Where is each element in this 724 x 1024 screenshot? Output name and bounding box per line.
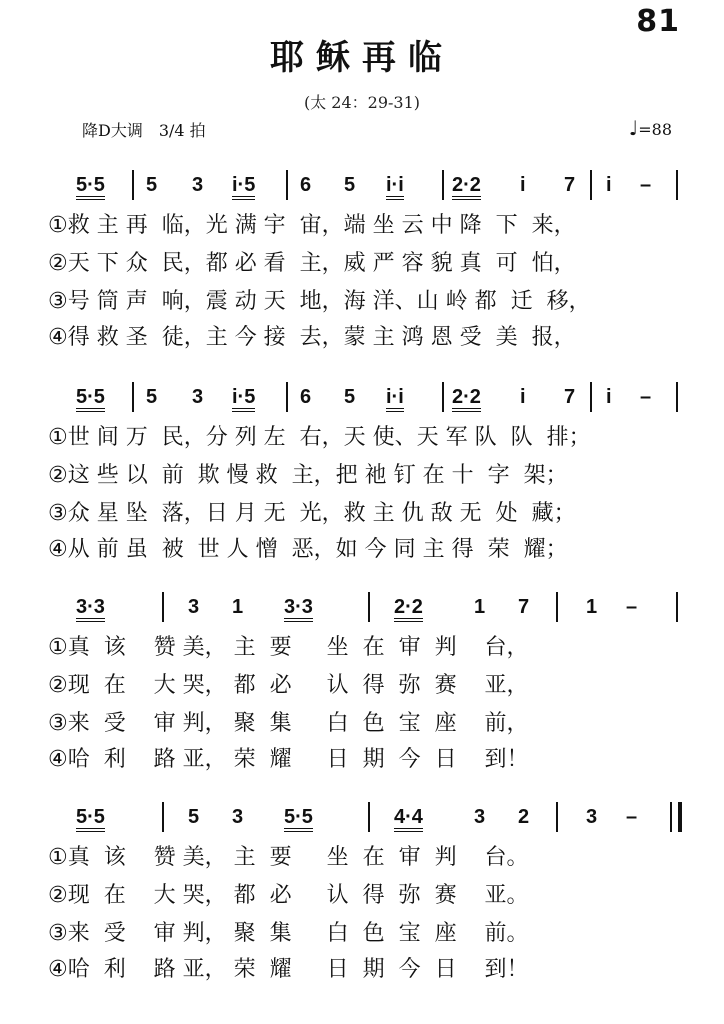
note: i·i [386, 174, 404, 200]
lyric-verse-3: ③号 筒 声 响，震 动 天 地，海 洋、山 岭 都 迁 移， [48, 289, 591, 314]
tempo-value: =88 [638, 120, 672, 139]
lyric-verse-4: ④哈 利 路 亚， 荣 耀 日 期 今 日 到！ [48, 747, 529, 772]
note: 5 [344, 386, 356, 408]
hymn-title: 耶稣再临 [270, 38, 454, 78]
notation-line [0, 168, 724, 208]
barline [442, 382, 444, 412]
note: 1 [586, 596, 598, 618]
note: 5 [188, 806, 200, 828]
lyric-verse-1: ①救 主 再 临，光 满 宇 宙，端 坐 云 中 降 下 来， [48, 213, 576, 238]
note: – [640, 386, 652, 408]
barline [162, 592, 164, 622]
note: i [606, 174, 612, 196]
barline [676, 170, 678, 200]
barline [556, 802, 558, 832]
note: i·5 [232, 386, 255, 412]
note: 3·3 [76, 596, 105, 622]
barline [368, 592, 370, 622]
note: 5 [146, 386, 158, 408]
note: 2·2 [394, 596, 423, 622]
tempo-marking [629, 116, 672, 140]
note: 7 [564, 386, 576, 408]
barline [442, 170, 444, 200]
note: 5·5 [76, 174, 105, 200]
lyric-verse-2: ②现 在 大 哭， 都 必 认 得 弥 赛 亚， [48, 673, 529, 698]
scripture-reference: (太 24：29-31) [303, 93, 421, 112]
lyric-verse-1: ①真 该 赞 美， 主 要 坐 在 审 判 台。 [48, 845, 529, 870]
note: 2·2 [452, 386, 481, 412]
note: – [626, 596, 638, 618]
music-system-4 [0, 800, 724, 982]
barline [286, 170, 288, 200]
music-system-2 [0, 380, 724, 562]
barline [590, 382, 592, 412]
lyric-verse-2: ②这 些 以 前 欺 慢 救 主，把 祂 钉 在 十 字 架； [48, 463, 568, 488]
barline [368, 802, 370, 832]
note: 1 [232, 596, 244, 618]
note: 3·3 [284, 596, 313, 622]
notation-line [0, 380, 724, 420]
note: 3 [232, 806, 244, 828]
note: 6 [300, 174, 312, 196]
note: 3 [192, 174, 204, 196]
note: – [626, 806, 638, 828]
lyric-verse-3: ③来 受 审 判， 聚 集 白 色 宝 座 前， [48, 711, 529, 736]
note: 5 [344, 174, 356, 196]
barline [676, 592, 678, 622]
final-barline [670, 802, 682, 832]
note: i [520, 386, 526, 408]
note: 2·2 [452, 174, 481, 200]
lyric-verse-2: ②现 在 大 哭， 都 必 认 得 弥 赛 亚。 [48, 883, 529, 908]
page-number: 81 [636, 4, 680, 39]
notation-line [0, 590, 724, 630]
barline [590, 170, 592, 200]
notation-line [0, 800, 724, 840]
note: 3 [192, 386, 204, 408]
note: i [606, 386, 612, 408]
note: 3 [474, 806, 486, 828]
lyric-verse-4: ④哈 利 路 亚， 荣 耀 日 期 今 日 到！ [48, 957, 529, 982]
note: 1 [474, 596, 486, 618]
lyric-verse-3: ③来 受 审 判， 聚 集 白 色 宝 座 前。 [48, 921, 529, 946]
lyric-verse-4: ④得 救 圣 徒，主 今 接 去，蒙 主 鸿 恩 受 美 报， [48, 325, 576, 350]
barline [132, 170, 134, 200]
note: 4·4 [394, 806, 423, 832]
note: i·i [386, 386, 404, 412]
barline [676, 382, 678, 412]
note: 5 [146, 174, 158, 196]
quarter-note-icon: ♩ [628, 116, 639, 140]
note: 5·5 [76, 806, 105, 832]
note: 7 [564, 174, 576, 196]
lyric-verse-2: ②天 下 众 民，都 必 看 主，威 严 容 貌 真 可 怕， [48, 251, 576, 276]
note: 5·5 [284, 806, 313, 832]
music-system-3 [0, 590, 724, 772]
note: 5·5 [76, 386, 105, 412]
lyric-verse-3: ③众 星 坠 落，日 月 无 光，救 主 仇 敌 无 处 藏； [48, 501, 576, 526]
barline [286, 382, 288, 412]
lyric-verse-1: ①世 间 万 民，分 列 左 右，天 使、天 军 队 队 排； [48, 425, 591, 450]
lyric-verse-4: ④从 前 虽 被 世 人 憎 恶，如 今 同 主 得 荣 耀； [48, 537, 568, 562]
note: 3 [188, 596, 200, 618]
barline [132, 382, 134, 412]
note: 3 [586, 806, 598, 828]
note: 6 [300, 386, 312, 408]
key-signature: 降D大调 3/4 拍 [82, 121, 206, 140]
note: 2 [518, 806, 530, 828]
note: i·5 [232, 174, 255, 200]
lyric-verse-1: ①真 该 赞 美， 主 要 坐 在 审 判 台， [48, 635, 529, 660]
note: – [640, 174, 652, 196]
music-system-1 [0, 168, 724, 350]
barline [162, 802, 164, 832]
note: 7 [518, 596, 530, 618]
note: i [520, 174, 526, 196]
barline [556, 592, 558, 622]
